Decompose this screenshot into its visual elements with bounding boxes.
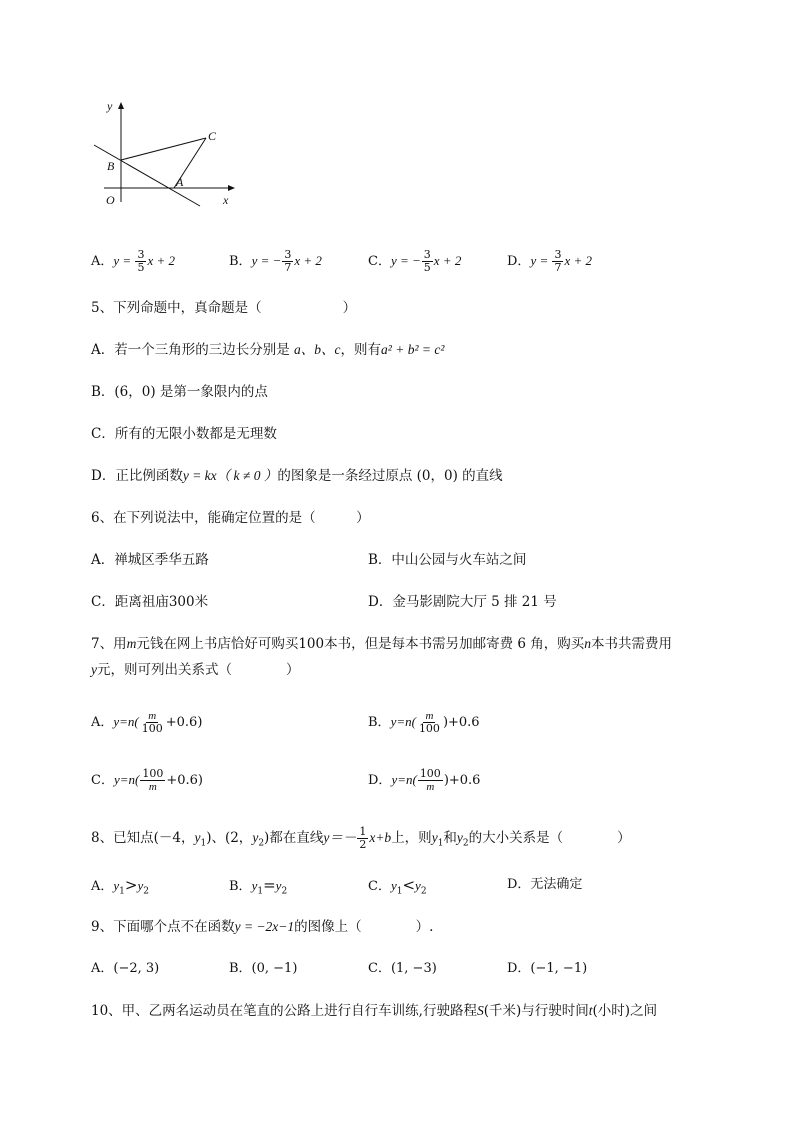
label-y: y (107, 99, 113, 113)
label-B: B (107, 159, 115, 173)
q7-option-c[interactable]: C．y=n( $\frac{100}{m}$ +0.6) (91, 767, 203, 793)
q7-option-d[interactable]: D．y=n( $\frac{100}{m}$ )+0.6 (368, 767, 481, 793)
label-x: x (223, 193, 229, 207)
coordinate-figure (90, 98, 270, 218)
segment-BC (121, 138, 206, 160)
label-C: C (208, 129, 217, 143)
q8-option-c[interactable]: C．$y_1<y_2$ (368, 876, 427, 897)
label-O: O (106, 193, 115, 207)
q4-option-d[interactable]: D．y = $\frac{3}{7}$ x + 2 (507, 248, 593, 274)
q6-option-d[interactable]: D．金马影剧院大厅 5 排 21 号 (368, 594, 557, 610)
q6-option-b[interactable]: B．中山公园与火车站之间 (368, 552, 527, 568)
q9-stem: 9、下面哪个点不在函数y = −2x−1的图像上（ ）. (91, 919, 434, 935)
x-axis-arrow (228, 185, 235, 191)
q8-option-b[interactable]: B．$y_1=y_2$ (229, 876, 288, 897)
q5-option-c[interactable]: C．所有的无限小数都是无理数 (91, 426, 277, 442)
q4-option-c[interactable]: C．y = − $\frac{3}{5}$ x + 2 (368, 248, 462, 274)
q8-option-a[interactable]: A．$y_1>y_2$ (91, 876, 149, 897)
q9-option-d[interactable]: D．(−1, −1) (507, 961, 588, 976)
q9-option-c[interactable]: C．(1, −3) (368, 961, 437, 976)
q9-option-b[interactable]: B．(0, −1) (229, 961, 298, 976)
q4-option-b[interactable]: B．y = − $\frac{3}{7}$ x + 2 (229, 248, 322, 274)
q5-option-d[interactable]: D．正比例函数y = kx（ k ≠ 0 ）的图象是一条经过原点 (0，0) 的直线 (91, 468, 503, 484)
q5-option-a[interactable]: A．若一个三角形的三边长分别是 a、b、c，则有a² + b² = c² (91, 342, 445, 358)
q9-option-a[interactable]: A．(−2, 3) (91, 961, 160, 976)
q6-stem: 6、在下列说法中，能确定位置的是（ ） (91, 510, 370, 526)
q6-option-c[interactable]: C．距离祖庙300米 (91, 594, 209, 610)
q6-option-a[interactable]: A．禅城区季华五路 (91, 552, 209, 568)
q7-stem-line2: y元，则可列出关系式（ ） (91, 662, 300, 678)
q4-option-a[interactable]: A．y = $\frac{3}{5}$ x + 2 (91, 248, 175, 274)
q7-stem-line1: 7、用m元钱在网上书店恰好可购买100本书，但是每本书需另加邮寄费 6 角，购买n本书共需费用 (91, 636, 673, 652)
q10-stem: 10、甲、乙两名运动员在笔直的公路上进行自行车训练,行驶路程S(千米)与行驶时间t(小时)之间 (91, 1003, 658, 1019)
q5-stem: 5、下列命题中，真命题是（ ） (91, 300, 357, 316)
q5-option-b[interactable]: B．(6，0) 是第一象限内的点 (91, 384, 268, 400)
q8-stem: 8、已知点(－4，$y_1$)、(2，$y_2$)都在直线y＝－ $\frac{1}{2}$ x+b上，则$y_1$和$y_2$的大小关系是（ ） (91, 825, 631, 851)
label-A: A (176, 175, 184, 189)
q8-option-d[interactable]: D．无法确定 (507, 877, 583, 892)
q7-option-a[interactable]: A．y=n( $\frac{m}{100}$ +0.6) (91, 710, 203, 735)
q7-option-b[interactable]: B．y=n( $\frac{m}{100}$ )+0.6 (368, 710, 480, 735)
y-axis-arrow (118, 102, 124, 109)
